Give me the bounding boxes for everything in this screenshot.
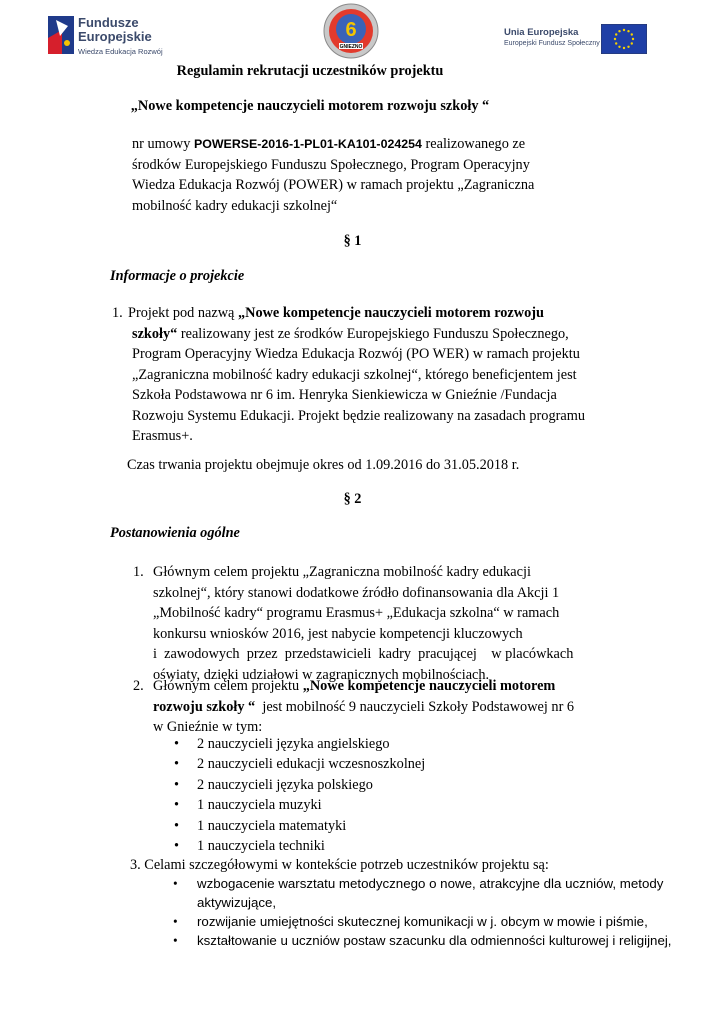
project-name: „Nowe kompetencje nauczycieli motorem rozwoju xyxy=(237,305,544,321)
intro-line3: Wiedza Edukacja Rozwój (POWER) w ramach projektu „Zagraniczna xyxy=(132,177,535,193)
school-emblem xyxy=(323,3,379,59)
eu-logo-line1: Unia Europejska xyxy=(504,27,579,38)
list-item: • kształtowanie u uczniów postaw szacunku dla odmienności kulturowej i religijnej, xyxy=(173,931,678,950)
eu-logo xyxy=(504,24,649,54)
section-2-mark: § 2 xyxy=(343,491,362,507)
intro-line4: mobilność kadry edukacji szkolnej“ xyxy=(132,197,338,214)
item-number: 1. xyxy=(133,564,144,580)
document-title: Regulamin rekrutacji uczestników projektu xyxy=(176,63,444,79)
item-number: 2. xyxy=(133,678,144,694)
intro-line1: nr umowy POWERSE-2016-1-PL01-KA101-024254 realizowanego ze xyxy=(132,136,526,152)
project-duration: Czas trwania projektu obejmuje okres od 1.09.2016 do 31.05.2018 r. xyxy=(127,457,520,473)
emblem-number: 6 xyxy=(345,19,357,41)
section-1-mark: § 1 xyxy=(343,233,362,249)
project-name: „Nowe kompetencje nauczycieli motorem xyxy=(302,678,556,694)
fe-logo-line2: Europejskie xyxy=(78,29,152,44)
intro-paragraph xyxy=(132,134,652,216)
emblem-city: GNIEZNO xyxy=(339,44,363,51)
objectives-list xyxy=(173,874,678,950)
intro-line2: środków Europejskiego Funduszu Społecznego, Program Operacyjny xyxy=(132,156,530,173)
item-number: 1. xyxy=(112,305,123,321)
contract-number: POWERSE-2016-1-PL01-KA101-024254 xyxy=(193,137,422,151)
fundusze-europejskie-logo xyxy=(48,14,168,62)
section-2-item-3: 3. Celami szczegółowymi w kontekście potrzeb uczestników projektu są: xyxy=(130,857,549,873)
fe-logo-line3: Wiedza Edukacja Rozwój xyxy=(78,47,163,56)
fe-logo-icon xyxy=(48,16,74,54)
section-1-heading: Informacje o projekcie xyxy=(110,268,245,284)
project-title: „Nowe kompetencje nauczycieli motorem rozwoju szkoły “ xyxy=(130,98,490,114)
list-item: • rozwijanie umiejętności skutecznej komunikacji w j. obcym w mowie i piśmie, xyxy=(173,912,678,931)
section-2-heading: Postanowienia ogólne xyxy=(110,525,240,541)
school-emblem-icon xyxy=(323,3,379,59)
fe-logo-line1: Fundusze xyxy=(78,15,139,30)
eu-logo-line2: Europejski Fundusz Społeczny xyxy=(504,40,600,47)
eu-flag-icon xyxy=(601,24,647,54)
list-item: • wzbogacenie warsztatu metodycznego o nowe, atrakcyjne dla uczniów, metody aktywizujące, xyxy=(173,874,678,912)
